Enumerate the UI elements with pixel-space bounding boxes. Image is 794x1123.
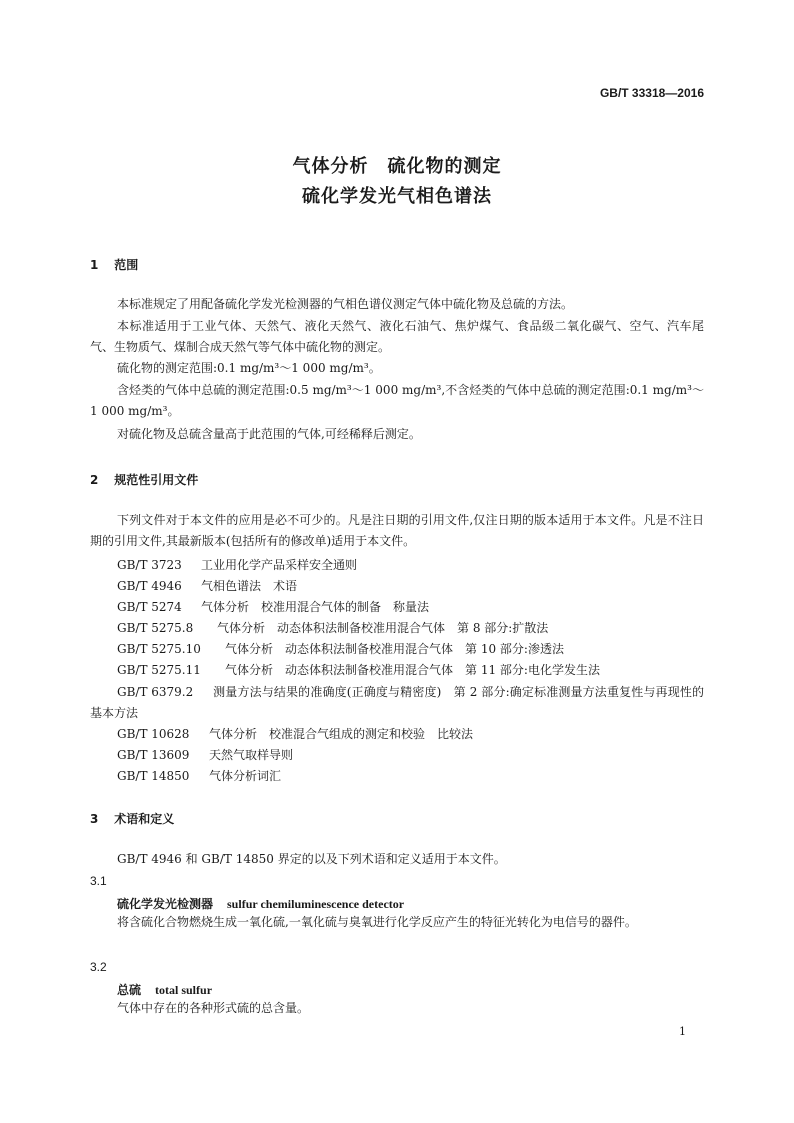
section-title: 范围 [114,258,139,272]
reference-code: GB/T 6379.2 [117,685,194,699]
section-number: 3 [90,812,99,826]
reference-title: 气相色谱法 术语 [201,579,298,593]
term-heading [117,895,404,912]
section-title: 规范性引用文件 [114,473,199,487]
reference-title: 测量方法与结果的准确度(正确度与精密度) 第 2 部分:确定标准测量方法重复性与再现性的基本方法 [90,685,704,720]
reference-item [117,661,600,678]
reference-item [117,725,473,742]
section-heading-terms-and-definitions [90,810,174,827]
reference-title: 天然气取样导则 [209,748,294,762]
reference-code: GB/T 13609 [117,748,190,762]
document-title-line2: 硫化学发光气相色谱法 [302,186,492,207]
term-english: total sulfur [155,983,213,997]
reference-code: GB/T 10628 [117,727,190,741]
reference-item [117,619,548,636]
standard-number: GB/T 33318—2016 [599,86,704,100]
reference-code: GB/T 14850 [117,769,190,783]
scope-paragraph-3: 硫化物的测定范围:0.1 mg/m³～1 000 mg/m³。 [117,361,381,375]
reference-title: 气体分析 动态体积法制备校准用混合气体 第 10 部分:渗透法 [225,642,564,656]
scope-paragraph-1: 本标准规定了用配备硫化学发光检测器的气相色谱仪测定气体中硫化物及总硫的方法。 [117,297,574,311]
reference-item [90,682,704,724]
reference-item [117,577,297,594]
reference-code: GB/T 5275.11 [117,663,201,677]
references-intro: 下列文件对于本文件的应用是必不可少的。凡是注日期的引用文件,仅注日期的版本适用于本文件。凡是不注日期的引用文件,其最新版本(包括所有的修改单)适用于本文件。 [90,513,704,548]
section-number: 1 [90,258,99,272]
section-number: 2 [90,473,99,487]
term-number: 3.1 [90,874,107,888]
reference-item [117,746,293,763]
reference-title: 气体分析 校准混合气组成的测定和校验 比较法 [209,727,474,741]
term-chinese: 总硫 [117,983,142,997]
reference-code: GB/T 3723 [117,558,182,572]
reference-code: GB/T 5274 [117,600,182,614]
term-english: sulfur chemiluminescence detector [227,897,405,911]
terms-intro: GB/T 4946 和 GB/T 14850 界定的以及下列术语和定义适用于本文件。 [117,852,506,866]
page-number: 1 [679,1025,686,1038]
reference-item [117,598,429,615]
reference-item [117,767,281,784]
term-definition: 气体中存在的各种形式硫的总含量。 [117,1001,310,1015]
reference-item [117,640,564,657]
section-title: 术语和定义 [114,812,175,826]
scope-paragraph-4: 含烃类的气体中总硫的测定范围:0.5 mg/m³～1 000 mg/m³,不含烃类的气体中总硫的测定范围:0.1 mg/m³～1 000 mg/m³。 [90,383,704,418]
reference-title: 气体分析词汇 [209,769,282,783]
section-heading-normative-references [90,471,198,488]
reference-code: GB/T 5275.8 [117,621,194,635]
term-chinese: 硫化学发光检测器 [117,897,214,911]
term-definition: 将含硫化合物燃烧生成一氧化硫,一氧化硫与臭氧进行化学反应产生的特征光转化为电信号的器件。 [117,915,637,929]
reference-title: 气体分析 校准用混合气体的制备 称量法 [201,600,430,614]
reference-title: 工业用化学产品采样安全通则 [201,558,358,572]
reference-item [117,556,357,573]
reference-title: 气体分析 动态体积法制备校准用混合气体 第 8 部分:扩散法 [217,621,549,635]
scope-paragraph-2: 本标准适用于工业气体、天然气、液化天然气、液化石油气、焦炉煤气、食品级二氧化碳气、空气、汽车尾气、生物质气、煤制合成天然气等气体中硫化物的测定。 [90,319,704,354]
scope-paragraph-5: 对硫化物及总硫含量高于此范围的气体,可经稀释后测定。 [117,427,421,441]
section-heading-scope [90,256,138,273]
document-title-line1: 气体分析 硫化物的测定 [292,156,502,177]
term-heading [117,981,212,998]
term-number: 3.2 [90,960,107,974]
reference-code: GB/T 4946 [117,579,182,593]
reference-title: 气体分析 动态体积法制备校准用混合气体 第 11 部分:电化学发生法 [225,663,600,677]
reference-code: GB/T 5275.10 [117,642,201,656]
